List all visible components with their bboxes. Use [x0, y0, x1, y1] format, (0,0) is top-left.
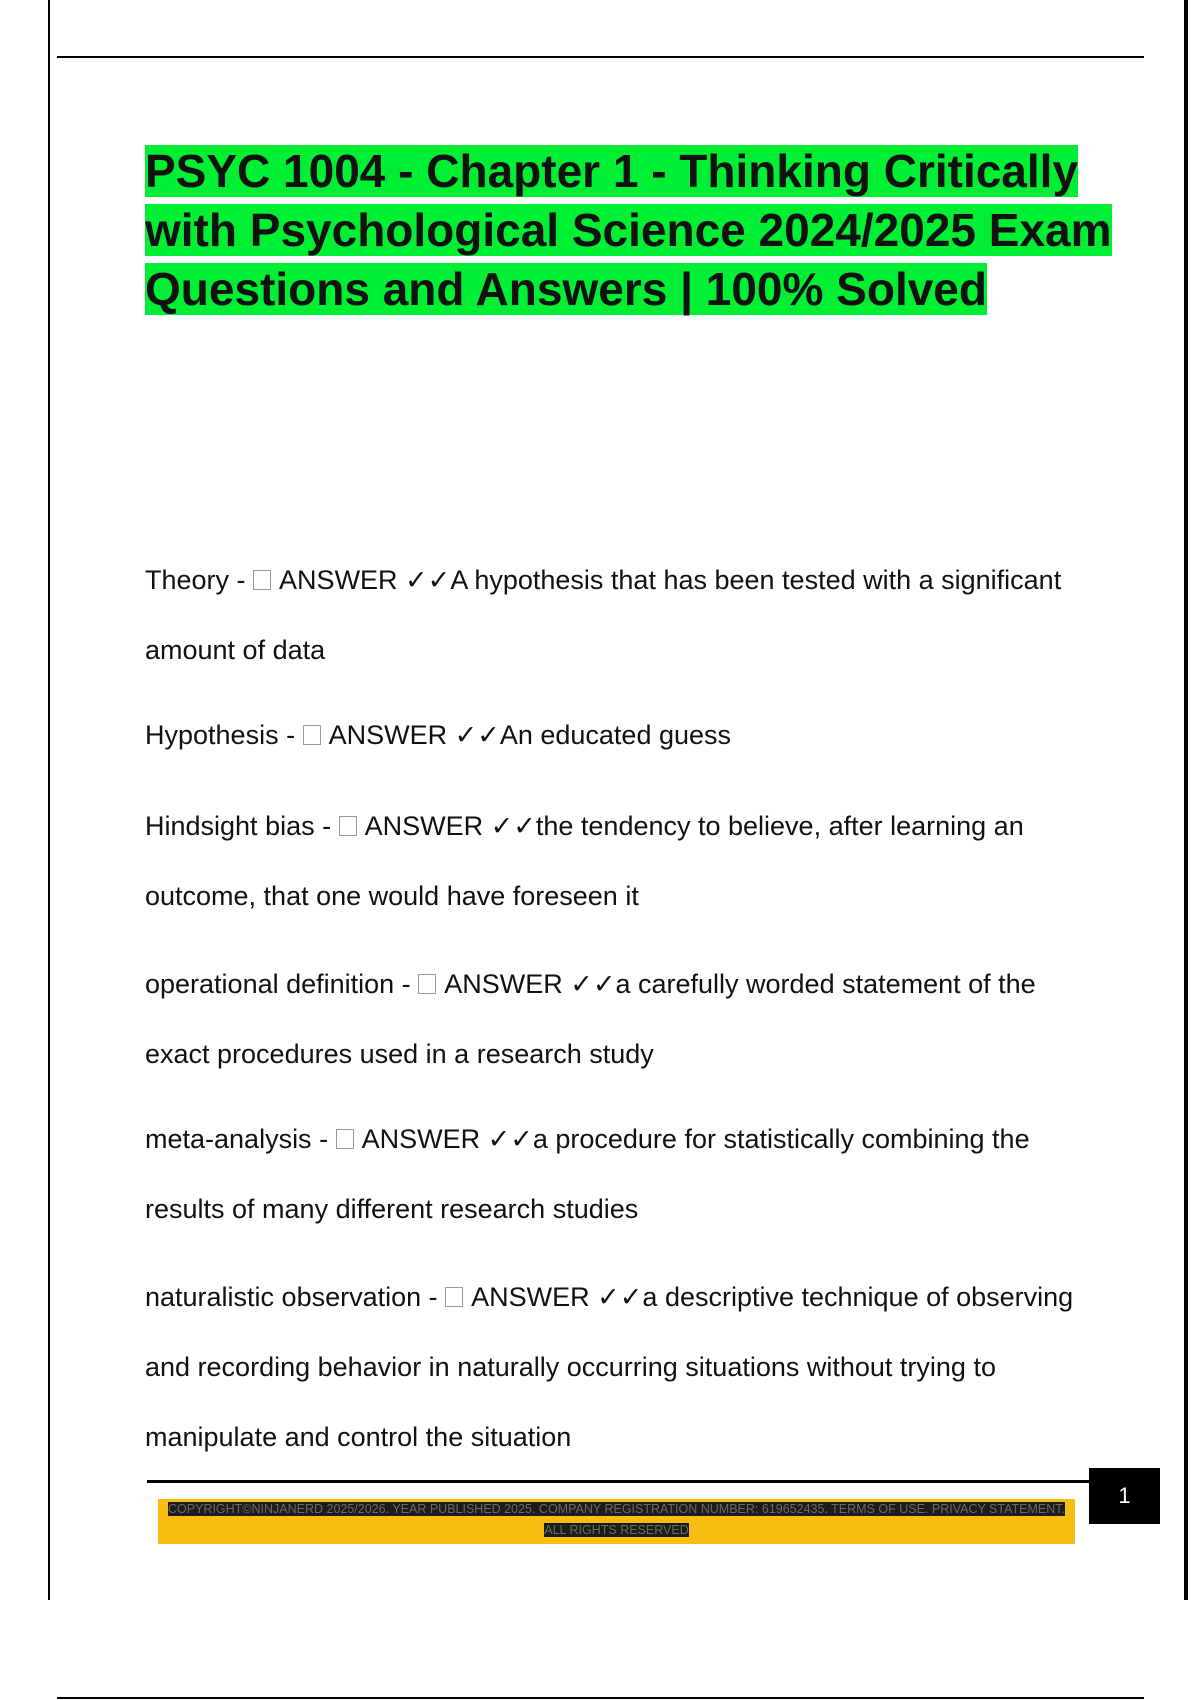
- page-right-border: [1184, 0, 1188, 1600]
- answer-box-icon: [336, 1129, 354, 1149]
- qa-answer: An educated guess: [499, 720, 732, 750]
- qa-answer: a carefully worded statement of the exact procedures used in a research study: [145, 969, 1036, 1069]
- qa-term: Theory -: [145, 565, 254, 595]
- qa-item: [145, 949, 1085, 1089]
- qa-term: Hypothesis -: [145, 720, 303, 750]
- next-page-top-rule: [57, 1697, 1144, 1699]
- qa-term: naturalistic observation -: [145, 1282, 446, 1312]
- qa-answer: A hypothesis that has been tested with a significant amount of data: [145, 565, 1062, 665]
- answer-prefix: ANSWER ✓✓: [444, 969, 616, 999]
- qa-item: [145, 700, 1085, 770]
- qa-item: [145, 545, 1085, 685]
- qa-item: [145, 1262, 1085, 1472]
- answer-prefix: ANSWER ✓✓: [279, 565, 451, 595]
- answer-prefix: ANSWER ✓✓: [328, 720, 500, 750]
- copyright-band: [158, 1499, 1075, 1544]
- answer-box-icon: [339, 816, 357, 836]
- header-rule: [57, 56, 1144, 58]
- copyright-text: COPYRIGHT©NINJANERD 2025/2026. YEAR PUBLISHED 2025. COMPANY REGISTRATION NUMBER: 619652435. TERMS OF USE. PRIVACY STATEMENT. ALL RIGHTS RESERVED: [168, 1502, 1065, 1537]
- answer-box-icon: [253, 570, 271, 590]
- qa-item: [145, 791, 1085, 931]
- qa-term: operational definition -: [145, 969, 419, 999]
- answer-prefix: ANSWER ✓✓: [361, 1124, 533, 1154]
- page-left-border: [48, 0, 50, 1600]
- answer-prefix: ANSWER ✓✓: [364, 811, 536, 841]
- answer-box-icon: [445, 1287, 463, 1307]
- answer-prefix: ANSWER ✓✓: [471, 1282, 643, 1312]
- qa-answer: a procedure for statistically combining the results of many different research studies: [145, 1124, 1030, 1224]
- qa-answer: the tendency to believe, after learning an outcome, that one would have foreseen it: [145, 811, 1024, 911]
- qa-term: meta-analysis -: [145, 1124, 336, 1154]
- answer-box-icon: [418, 974, 436, 994]
- qa-answer: a descriptive technique of observing and recording behavior in naturally occurring situations without trying to manipulate and control the situation: [145, 1282, 1074, 1452]
- qa-item: [145, 1104, 1085, 1244]
- footer-rule: [147, 1480, 1089, 1483]
- qa-term: Hindsight bias -: [145, 811, 339, 841]
- document-title: [145, 142, 1145, 319]
- answer-box-icon: [303, 725, 321, 745]
- document-title-text: PSYC 1004 - Chapter 1 - Thinking Critically with Psychological Science 2024/2025 Exam Questions and Answers | 100% Solved: [145, 145, 1112, 315]
- page-number: 1: [1089, 1468, 1160, 1524]
